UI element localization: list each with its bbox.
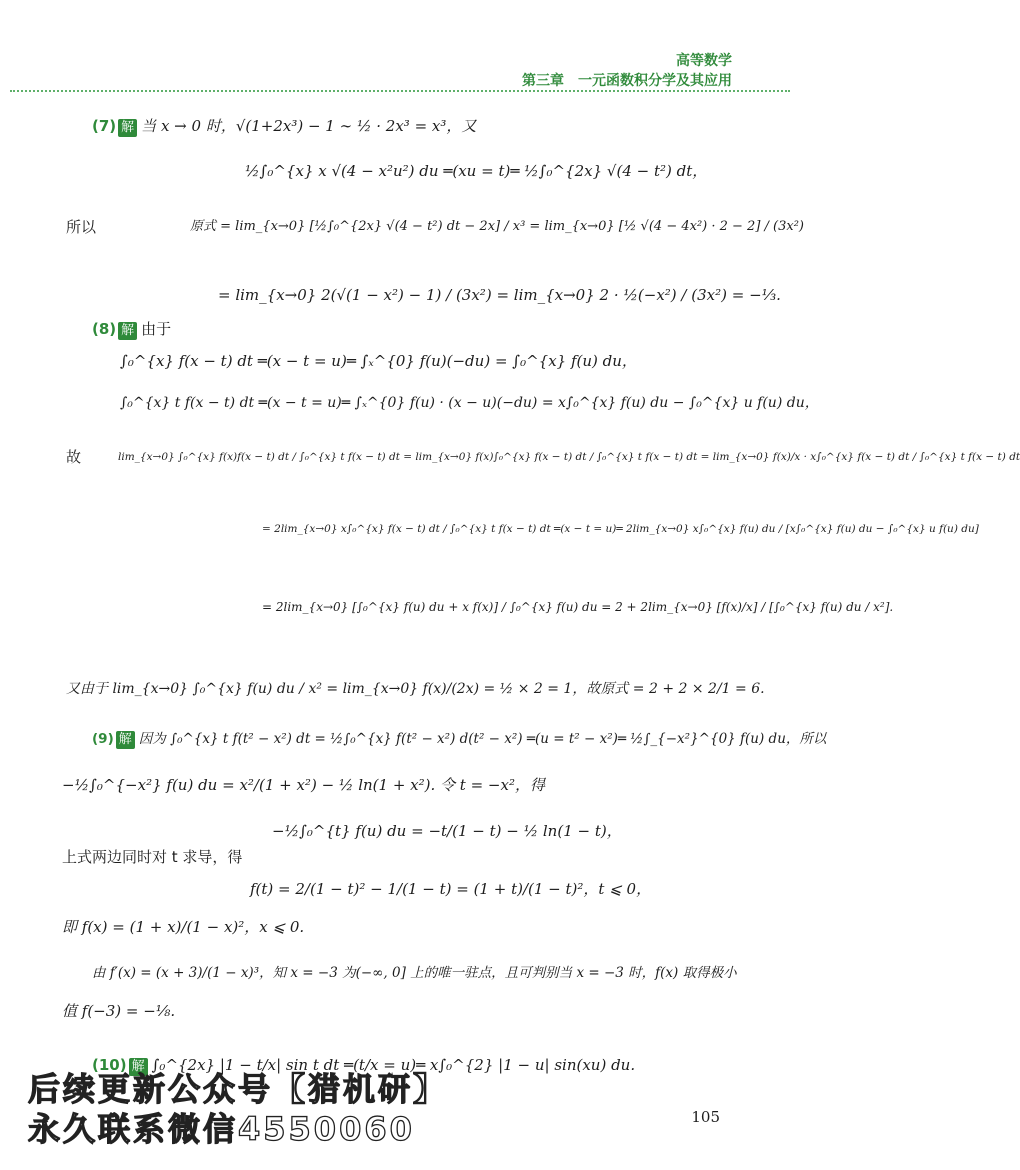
equation-line: = 2lim_{x→0} x∫₀^{x} f(x − t) dt / ∫₀^{x} t f(x − t) dt ═(x − t = u)═ 2lim_{x→0} x∫₀^{x} f(u) du / [x∫₀^{x} f(u) du − ∫₀^{x} u f(u) du]: [262, 523, 979, 535]
solution-badge: 解: [129, 1058, 148, 1076]
problem-number: (8): [92, 320, 117, 338]
equation-line: = lim_{x→0} 2(√(1 − x²) − 1) / (3x²) = lim_{x→0} 2 · ½(−x²) / (3x²) = −⅓.: [218, 286, 781, 304]
solution-badge: 解: [116, 731, 135, 749]
problem-number: (9): [92, 731, 114, 747]
equation-line: ½∫₀^{x} x √(4 − x²u²) du ═(xu = t)═ ½∫₀^{2x} √(4 − t²) dt，: [245, 162, 708, 180]
equation-line: 值 f(−3) = −⅛.: [62, 1002, 176, 1020]
watermark-line: 后续更新公众号【猎机研】: [28, 1070, 449, 1108]
running-header-book: 高等数学: [676, 53, 732, 69]
solution-badge: 解: [118, 322, 137, 340]
equation-label: 所以: [66, 218, 97, 236]
problem-9-line: [92, 728, 826, 750]
equation-line: 又由于 lim_{x→0} ∫₀^{x} f(u) du / x² = lim_{x→0} f(x)/(2x) = ½ × 2 = 1，故原式 = 2 + 2 × 2/1 = 6.: [66, 681, 765, 697]
equation-line: −½∫₀^{−x²} f(u) du = x²/(1 + x²) − ½ ln(1 + x²). 令 t = −x²，得: [62, 776, 545, 794]
equation-line: f(t) = 2/(1 − t)² − 1/(1 − t) = (1 + t)/(1 − t)²，t ⩽ 0，: [250, 880, 652, 898]
math-text: 因为 ∫₀^{x} t f(t² − x²) dt = ½∫₀^{x} f(t² − x²) d(t² − x²) ═(u = t² − x²)═ ½∫_{−x²}^{0} f(u) du，所以: [138, 731, 827, 747]
problem-number: (7): [92, 117, 117, 135]
problem-8-line: [92, 318, 171, 340]
equation-line: 即 f(x) = (1 + x)/(1 − x)²，x ⩽ 0.: [62, 918, 305, 936]
equation-line: −½∫₀^{t} f(u) du = −t/(1 − t) − ½ ln(1 − t)，: [272, 822, 622, 840]
equation-line: ∫₀^{x} t f(x − t) dt ═(x − t = u)═ ∫ₓ^{0} f(u) · (x − u)(−du) = x∫₀^{x} f(u) du − ∫₀^{x} u f(u) du，: [120, 395, 819, 411]
running-header-chapter: 第三章 一元函数积分学及其应用: [522, 73, 732, 89]
watermark-line: 永久联系微信4550060: [28, 1110, 415, 1148]
equation-line: 由 f′(x) = (x + 3)/(1 − x)³，知 x = −3 为(−∞, 0] 上的唯一驻点，且可判别当 x = −3 时，f(x) 取得极小: [92, 965, 737, 981]
solution-badge: 解: [118, 119, 137, 137]
problem-number: (10): [92, 1056, 127, 1074]
equation-line: ∫₀^{x} f(x − t) dt ═(x − t = u)═ ∫ₓ^{0} f(u)(−du) = ∫₀^{x} f(u) du，: [120, 352, 637, 370]
equation-line: = 2lim_{x→0} [∫₀^{x} f(u) du + x f(x)] / ∫₀^{x} f(u) du = 2 + 2lim_{x→0} [f(x)/x] / [∫₀^{x} f(u) du / x²].: [262, 600, 894, 614]
problem-7-line: [92, 115, 476, 137]
lead-text: 由于: [141, 320, 172, 338]
header-dotted-rule: [10, 90, 790, 92]
body-text: 上式两边同时对 t 求导，得: [62, 848, 243, 866]
page-number: 105: [691, 1108, 720, 1126]
equation-label: 故: [66, 448, 82, 466]
math-text: 当 x → 0 时，√(1+2x³) − 1 ∼ ½ · 2x³ = x³，又: [141, 117, 477, 135]
equation-line: 原式 = lim_{x→0} [½∫₀^{2x} √(4 − t²) dt − 2x] / x³ = lim_{x→0} [½ √(4 − 4x²) · 2 − 2] / (3x²): [190, 219, 804, 234]
equation-line: lim_{x→0} ∫₀^{x} f(x)f(x − t) dt / ∫₀^{x} t f(x − t) dt = lim_{x→0} f(x)∫₀^{x} f(x − t) dt / ∫₀^{x} t f(x − t) dt = lim_{x→0} f(x)/x · x∫₀^{x} f(x − t) dt / ∫₀^{x} t f(x − t) dt: [118, 451, 1020, 463]
math-text: ∫₀^{2x} |1 − t/x| sin t dt ═(t/x = u)═ x∫₀^{2} |1 − u| sin(xu) du.: [151, 1056, 636, 1074]
